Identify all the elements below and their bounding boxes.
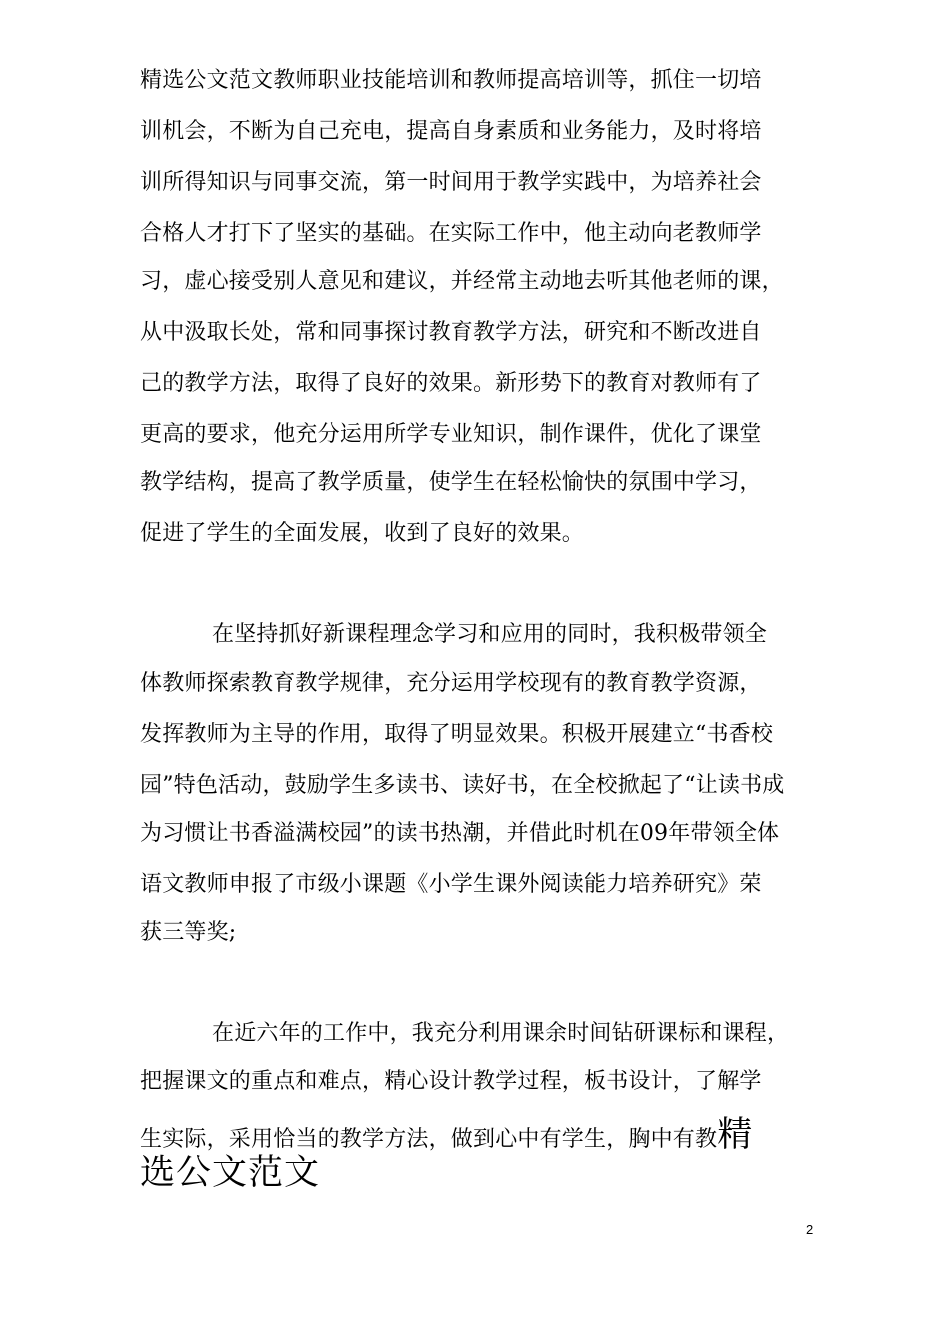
text-line: 为习惯让书香溢满校园”的读书热潮，并借此时机在09年带领全体 xyxy=(140,821,780,846)
text-line: 在近六年的工作中，我充分利用课余时间钻研课标和课程， xyxy=(212,1021,790,1046)
text-line: 合格人才打下了坚实的基础。在实际工作中，他主动向老教师学 xyxy=(140,221,762,246)
watermark-text-large: 精 xyxy=(717,1115,754,1155)
text-line: 体教师探索教育教学规律，充分运用学校现有的教育教学资源， xyxy=(140,671,762,696)
text-line: 发挥教师为主导的作用，取得了明显效果。积极开展建立“书香校 xyxy=(140,722,774,747)
text-line xyxy=(140,1115,753,1155)
watermark-text-large-line: 选公文范文 xyxy=(140,1153,321,1193)
text-segment: 生实际，采用恰当的教学方法，做到心中有学生，胸中有教 xyxy=(140,1127,718,1152)
text-line: 精选公文范文教师职业技能培训和教师提高培训等，抓住一切培 xyxy=(140,68,762,93)
text-line: 更高的要求，他充分运用所学专业知识，制作课件，优化了课堂 xyxy=(140,422,762,447)
text-line: 训所得知识与同事交流，第一时间用于教学实践中，为培养社会 xyxy=(140,170,762,195)
text-line: 教学结构，提高了教学质量，使学生在轻松愉快的氛围中学习， xyxy=(140,470,762,495)
text-line: 获三等奖; xyxy=(140,920,237,945)
text-line: 从中汲取长处，常和同事探讨教育教学方法，研究和不断改进自 xyxy=(140,320,762,345)
page-number: 2 xyxy=(806,1222,814,1237)
text-line: 语文教师申报了市级小课题《小学生课外阅读能力培养研究》荣 xyxy=(140,872,762,897)
text-line: 把握课文的重点和难点，精心设计教学过程，板书设计，了解学 xyxy=(140,1069,762,1094)
text-line: 己的教学方法，取得了良好的效果。新形势下的教育对教师有了 xyxy=(140,371,762,396)
text-line: 促进了学生的全面发展，收到了良好的效果。 xyxy=(140,521,585,546)
text-line: 在坚持抓好新课程理念学习和应用的同时，我积极带领全 xyxy=(212,622,768,647)
text-line: 训机会，不断为自己充电，提高自身素质和业务能力，及时将培 xyxy=(140,119,762,144)
text-line: 习，虚心接受别人意见和建议，并经常主动地去听其他老师的课， xyxy=(140,269,784,294)
text-line: 园”特色活动，鼓励学生多读书、读好书，在全校掀起了“让读书成 xyxy=(140,773,785,798)
